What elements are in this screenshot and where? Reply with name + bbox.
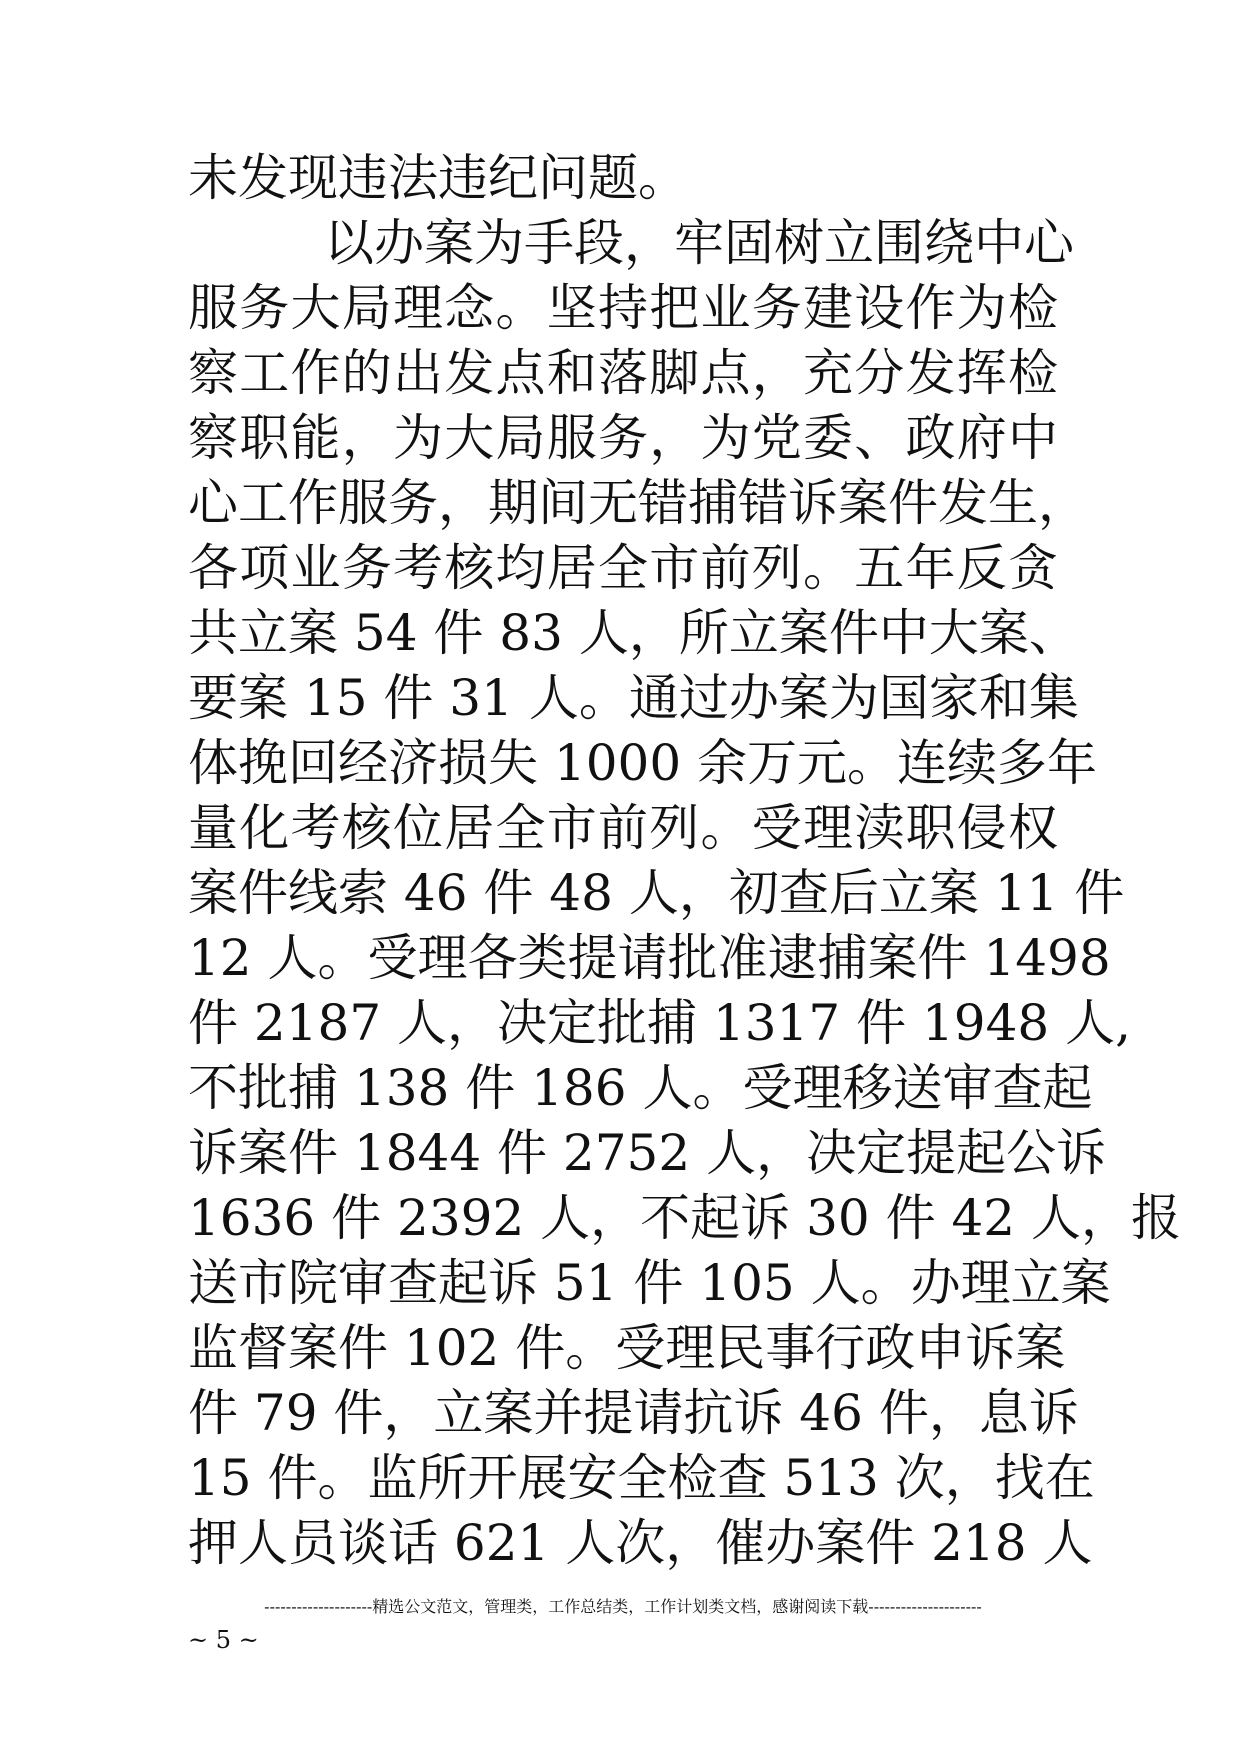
text-line: 案件线索 46 件 48 人，初查后立案 11 件: [188, 864, 1125, 922]
text-line: 监督案件 102 件。受理民事行政申诉案: [188, 1319, 1066, 1377]
text-line: 件 2187 人，决定批捕 1317 件 1948 人,: [188, 994, 1131, 1052]
text-line: 要案 15 件 31 人。通过办案为国家和集: [188, 669, 1079, 727]
text-line: 未发现违法违纪问题。: [188, 149, 688, 207]
text-line: 12 人。受理各类提请批准逮捕案件 1498: [188, 929, 1111, 987]
text-line: 以办案为手段，牢固树立围绕中心: [324, 214, 1074, 272]
text-line: 共立案 54 件 83 人，所立案件中大案、: [188, 604, 1079, 662]
text-line: 体挽回经济损失 1000 余万元。连续多年: [188, 734, 1098, 792]
text-line: 押人员谈话 621 人次，催办案件 218 人: [188, 1514, 1093, 1572]
body-text: [188, 146, 1181, 1576]
text-line: 察工作的出发点和落脚点，充分发挥检: [188, 344, 1058, 402]
text-line: 15 件。监所开展安全检查 513 次，找在: [188, 1449, 1095, 1507]
text-line: 心工作服务，期间无错捕错诉案件发生，: [188, 474, 1088, 532]
text-line: 件 79 件，立案并提请抗诉 46 件，息诉: [188, 1384, 1079, 1442]
text-line: 送市院审查起诉 51 件 105 人。办理立案: [188, 1254, 1111, 1312]
text-line: 不批捕 138 件 186 人。受理移送审查起: [188, 1059, 1093, 1117]
page-footer: --------------------精选公文范文，管理类，工作总结类，工作计划类文档，感谢阅读下载---------------------: [264, 1597, 982, 1616]
text-line: 服务大局理念。坚持把业务建设作为检: [188, 279, 1058, 337]
text-line: 量化考核位居全市前列。受理渎职侵权: [188, 799, 1058, 857]
page-number: ~ 5 ~: [188, 1626, 259, 1654]
text-line: 察职能，为大局服务，为党委、政府中: [188, 409, 1058, 467]
text-line: 诉案件 1844 件 2752 人，决定提起公诉: [188, 1124, 1107, 1182]
text-line: 1636 件 2392 人，不起诉 30 件 42 人，报: [188, 1189, 1181, 1247]
text-line: 各项业务考核均居全市前列。五年反贪: [188, 539, 1058, 597]
